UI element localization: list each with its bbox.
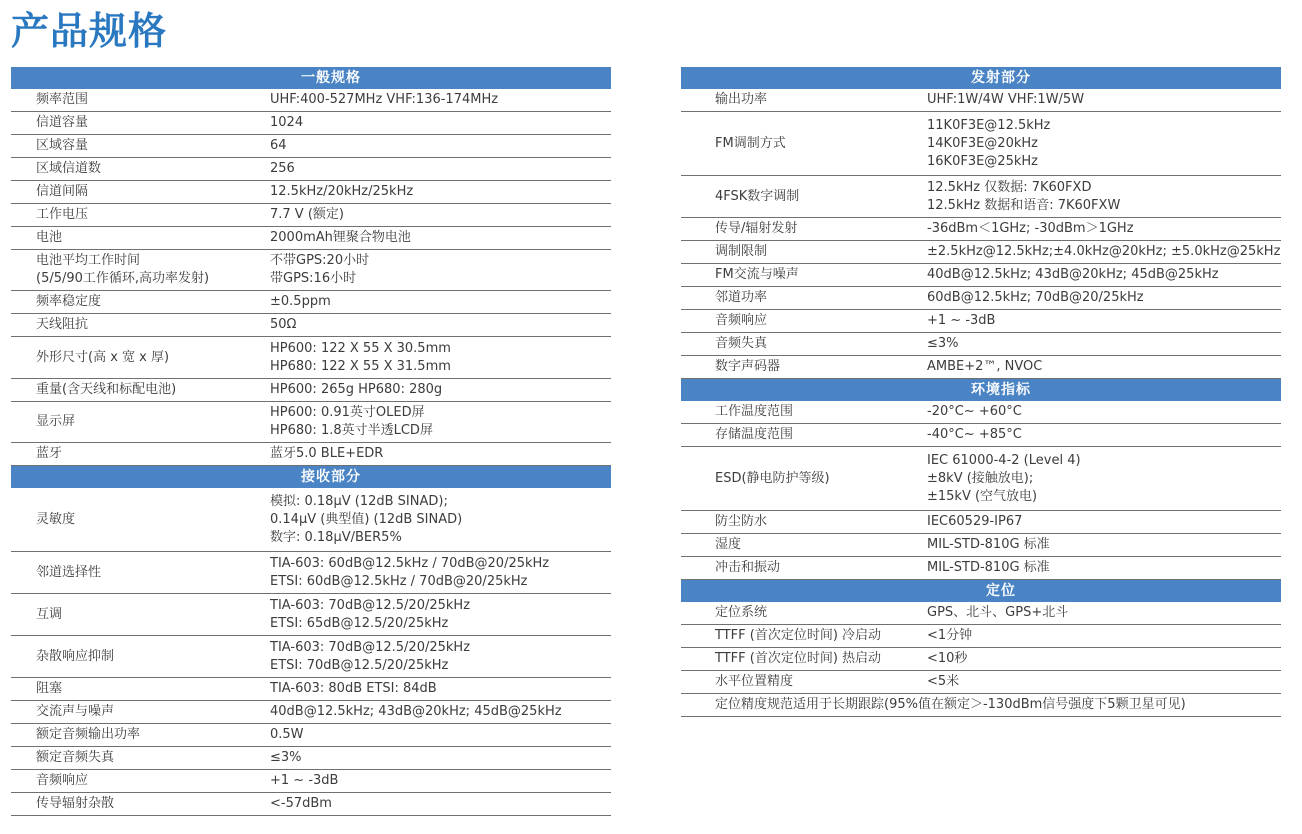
spec-label: 电池 [36,230,63,245]
spec-row [681,218,1281,241]
spec-row [11,552,611,594]
spec-label: 杂散响应抑制 [36,648,115,664]
spec-value: 7.7 V (额定) [270,207,344,222]
spec-label: 信道间隔 [36,184,89,199]
spec-row [11,678,611,701]
spec-value: TIA-603: 70dB@12.5/20/25kHz ETSI: 65dB@12.5/20/25kHz [270,597,471,631]
spec-value: -20°C~ +60°C [927,404,1022,419]
section-header: 定位 [681,580,1281,602]
spec-row [11,747,611,770]
spec-label: 冲击和振动 [715,560,781,575]
spec-row [681,401,1281,424]
spec-row [681,511,1281,534]
spec-row [11,337,611,379]
spec-value: HP600: 122 X 55 X 30.5mm HP680: 122 X 55 X 31.5mm [270,340,451,374]
spec-value: 64 [270,138,287,153]
spec-value: IEC 61000-4-2 (Level 4) ±8kV (接触放电); ±15kV (空气放电) [927,452,1081,504]
spec-label: 交流声与噪声 [36,704,115,719]
spec-row [681,648,1281,671]
spec-label: 音频响应 [36,773,89,788]
spec-value: +1 ~ -3dB [270,773,339,788]
spec-row [11,227,611,250]
spec-row [681,89,1281,112]
spec-value: <10秒 [927,651,968,666]
spec-row [11,112,611,135]
spec-value: 40dB@12.5kHz; 43dB@20kHz; 45dB@25kHz [270,704,562,719]
spec-label: 调制限制 [715,244,768,259]
spec-row [681,241,1281,264]
spec-row [681,447,1281,511]
spec-row [681,176,1281,218]
spec-label: 显示屏 [36,414,76,429]
spec-row [681,287,1281,310]
spec-row [681,602,1281,625]
spec-label: 邻道选择性 [36,564,102,580]
spec-row [681,625,1281,648]
spec-value: IEC60529-IP67 [927,514,1023,529]
spec-value: 0.5W [270,727,304,742]
spec-row [11,379,611,402]
page-title: 产品规格 [11,9,168,53]
spec-value: 模拟: 0.18μV (12dB SINAD); 0.14μV (典型值) (12dB SINAD) 数字: 0.18μV/BER5% [270,493,463,545]
spec-value: MIL-STD-810G 标准 [927,560,1050,575]
section-header: 发射部分 [681,67,1281,89]
spec-row [11,89,611,112]
spec-value: +1 ~ -3dB [927,313,996,328]
spec-row [681,356,1281,379]
spec-value: -40°C~ +85°C [927,427,1022,442]
spec-value: HP600: 265g HP680: 280g [270,382,443,397]
spec-value: GPS、北斗、GPS+北斗 [927,605,1069,620]
spec-label: 邻道功率 [715,290,768,305]
spec-row [11,250,611,291]
spec-row [11,770,611,793]
spec-label: 定位系统 [715,605,768,620]
section-header: 一般规格 [11,67,611,89]
right-spec-column [681,67,1281,717]
spec-value: 1024 [270,115,304,130]
spec-value: <1分钟 [927,628,973,643]
spec-label: 防尘防水 [715,514,768,529]
spec-row [681,671,1281,694]
spec-value: 2000mAh锂聚合物电池 [270,230,411,245]
spec-value: <5米 [927,674,960,689]
spec-value: UHF:400-527MHz VHF:136-174MHz [270,92,499,107]
spec-label: TTFF (首次定位时间) 热启动 [715,651,882,666]
spec-row [681,534,1281,557]
spec-label: 额定音频失真 [36,750,115,765]
spec-value: MIL-STD-810G 标准 [927,537,1050,552]
spec-label: 频率范围 [36,92,89,107]
spec-row [11,488,611,552]
spec-label: 外形尺寸(高 x 宽 x 厚) [36,349,170,365]
spec-label: 互调 [36,606,63,622]
spec-value: UHF:1W/4W VHF:1W/5W [927,92,1085,107]
spec-label: 重量(含天线和标配电池) [36,382,177,397]
spec-label: 蓝牙 [36,446,63,461]
spec-label: 输出功率 [715,92,768,107]
spec-label: ESD(静电防护等级) [715,470,830,486]
spec-label: 音频响应 [715,313,768,328]
spec-row [11,402,611,443]
spec-row [11,135,611,158]
spec-row [681,310,1281,333]
spec-value: 256 [270,161,295,176]
spec-label: 区域信道数 [36,161,102,176]
spec-label: 数字声码器 [715,359,781,374]
spec-row [11,793,611,816]
spec-value: 12.5kHz/20kHz/25kHz [270,184,414,199]
spec-label: 4FSK数字调制 [715,188,800,204]
spec-label: 阻塞 [36,681,63,696]
spec-value: TIA-603: 70dB@12.5/20/25kHz ETSI: 70dB@12.5/20/25kHz [270,639,471,673]
spec-row [11,636,611,678]
spec-label: 水平位置精度 [715,674,794,689]
spec-value: 40dB@12.5kHz; 43dB@20kHz; 45dB@25kHz [927,267,1219,282]
spec-value: 60dB@12.5kHz; 70dB@20/25kHz [927,290,1144,305]
spec-value: 50Ω [270,317,297,332]
spec-label: 频率稳定度 [36,294,102,309]
section-header: 环境指标 [681,379,1281,401]
section-header: 接收部分 [11,466,611,488]
left-spec-column [11,67,611,816]
spec-label: 音频失真 [715,336,768,351]
spec-row [681,424,1281,447]
spec-label: 传导辐射杂散 [36,796,115,811]
spec-value: 11K0F3E@12.5kHz 14K0F3E@20kHz 16K0F3E@25kHz [927,117,1051,169]
spec-label: 电池平均工作时间 (5/5/90工作循环,高功率发射) [36,253,210,286]
spec-value: AMBE+2™, NVOC [927,359,1043,374]
spec-row [11,291,611,314]
spec-label: 传导/辐射发射 [715,221,798,236]
spec-label: 灵敏度 [36,511,76,527]
spec-label: TTFF (首次定位时间) 冷启动 [715,628,882,643]
spec-row [11,443,611,466]
spec-value: ±2.5kHz@12.5kHz;±4.0kHz@20kHz; ±5.0kHz@25kHz [927,244,1281,259]
spec-value: 12.5kHz 仅数据: 7K60FXD 12.5kHz 数据和语音: 7K60FXW [927,179,1121,213]
spec-row [11,181,611,204]
spec-value: <-57dBm [270,796,332,811]
spec-row [681,694,1281,717]
spec-value: 蓝牙5.0 BLE+EDR [270,446,384,461]
spec-label: FM交流与噪声 [715,267,799,282]
spec-value: ±0.5ppm [270,294,331,309]
spec-label: 定位精度规范适用于长期跟踪(95%值在额定＞-130dBm信号强度下5颗卫星可见) [715,697,1186,712]
spec-row [11,701,611,724]
spec-row [11,724,611,747]
spec-label: 湿度 [715,537,742,552]
spec-label: 额定音频输出功率 [36,727,141,742]
spec-label: 信道容量 [36,115,89,130]
spec-value: -36dBm＜1GHz; -30dBm＞1GHz [927,221,1134,236]
spec-row [681,112,1281,176]
spec-row [11,204,611,227]
spec-row [681,264,1281,287]
spec-value: ≤3% [270,750,302,765]
spec-value: 不带GPS:20小时 带GPS:16小时 [270,253,370,286]
spec-label: 天线阻抗 [36,317,89,332]
spec-value: TIA-603: 60dB@12.5kHz / 70dB@20/25kHz ETSI: 60dB@12.5kHz / 70dB@20/25kHz [270,555,550,589]
spec-value: ≤3% [927,336,959,351]
spec-label: 工作电压 [36,207,89,222]
spec-row [11,594,611,636]
spec-value: TIA-603: 80dB ETSI: 84dB [270,681,437,696]
spec-row [681,557,1281,580]
spec-row [681,333,1281,356]
spec-label: 区域容量 [36,138,89,153]
spec-label: 存储温度范围 [715,427,794,442]
spec-label: 工作温度范围 [715,404,794,419]
spec-row [11,158,611,181]
spec-label: FM调制方式 [715,135,786,151]
spec-row [11,314,611,337]
spec-value: HP600: 0.91英寸OLED屏 HP680: 1.8英寸半透LCD屏 [270,405,433,438]
